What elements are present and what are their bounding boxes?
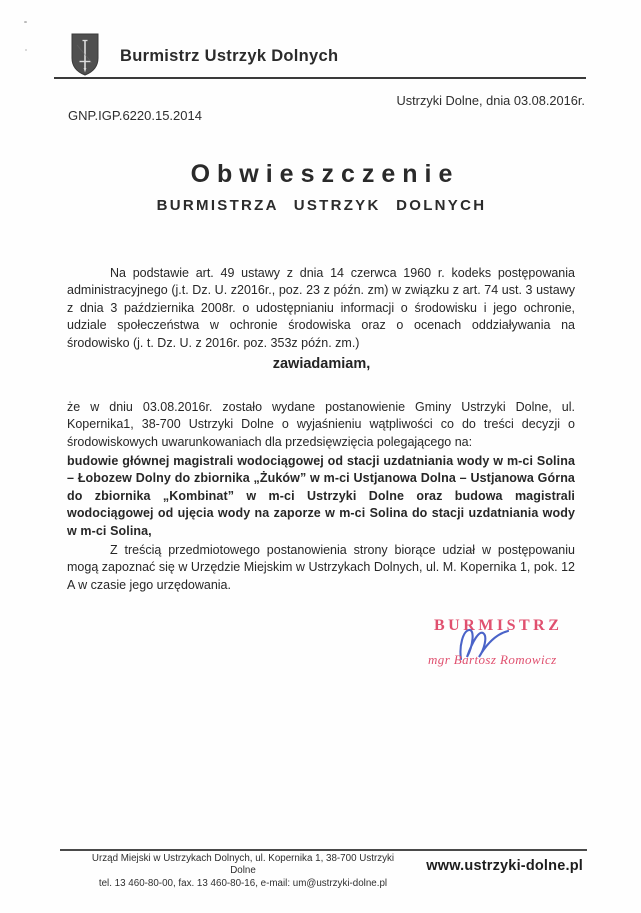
legal-basis-paragraph: Na podstawie art. 49 ustawy z dnia 14 czerwca 1960 r. kodeks postępowania administracyjnego (j.t. Dz. U. z2016r., poz. 23 z późn. zm) w związku z art. 74 ust. 3 ustawy z dnia 3 października 2008r. o udostępnianiu informacji o środowisku i jego ochronie, udziale społeczeństwa w ochronie środowiska oraz o ocenach oddziaływania na środowisko (j. t. Dz. U. z 2016r. poz. 353z późn. zm.) [67,265,575,350]
signature-block [428,617,578,677]
notice-keyword: zawiadamiam, [272,356,371,372]
office-website: www.ustrzyki-dolne.pl [426,858,583,874]
case-reference-number: GNP.IGP.6220.15.2014 [68,108,202,123]
signer-name: mgr Bartosz Romowicz [428,652,557,667]
inspection-information-paragraph: Z treścią przedmiotowego postanowienia strony biorące udział w postępowaniu mogą zapoznać się w Urzędzie Miejskim w Ustrzykach Dolnych, ul. M. Kopernika 1, pok. 12 A w czasie jego urzędowania. [67,542,575,592]
project-description-paragraph: budowie głównej magistrali wodociągowej od stacji uzdatniania wody w m-ci Solina – Łobozew Dolny do zbiornika „Żuków” w m-ci Ustjanowa Dolna – Ustjanowa Górna do zbiornika „Kombinat” w m-ci Ustrzyki Dolne oraz budowa magistrali wodociągowej od ujęcia wody na zaporze w m-ci Solina do stacji uzdatniania wody w m-ci Solina, [67,453,575,538]
document-title: Obwieszczenie [190,160,460,188]
scan-artifact [25,49,27,51]
office-contact-line: tel. 13 460-80-00, fax. 13 460-80-16, e-mail: um@ustrzyki-dolne.pl [98,877,388,889]
mayor-stamp-title: BURMISTRZ [434,617,563,634]
header-divider [54,77,586,79]
coat-of-arms-shield-sword-icon [70,33,100,76]
document-subtitle: BURMISTRZA USTRZYK DOLNYCH [156,197,487,214]
place-and-date: Ustrzyki Dolne, dnia 03.08.2016r. [396,93,585,108]
office-address-block [78,853,408,890]
scan-artifact [24,21,27,23]
office-address-line: Urząd Miejski w Ustrzykach Dolnych, ul. Kopernika 1, 38-700 Ustrzyki Dolne [91,853,395,877]
decision-announcement-paragraph: że w dniu 03.08.2016r. zostało wydane postanowienie Gminy Ustrzyki Dolne, ul. Kopernika1, 38-700 Ustrzyki Dolne o wyjaśnieniu wątpliwości co do treści decyzji o środowiskowych uwarunkowaniach dla przedsięwzięcia polegającego na: [67,399,575,449]
issuing-authority-title: Burmistrz Ustrzyk Dolnych [120,47,339,65]
footer-divider [60,849,587,851]
